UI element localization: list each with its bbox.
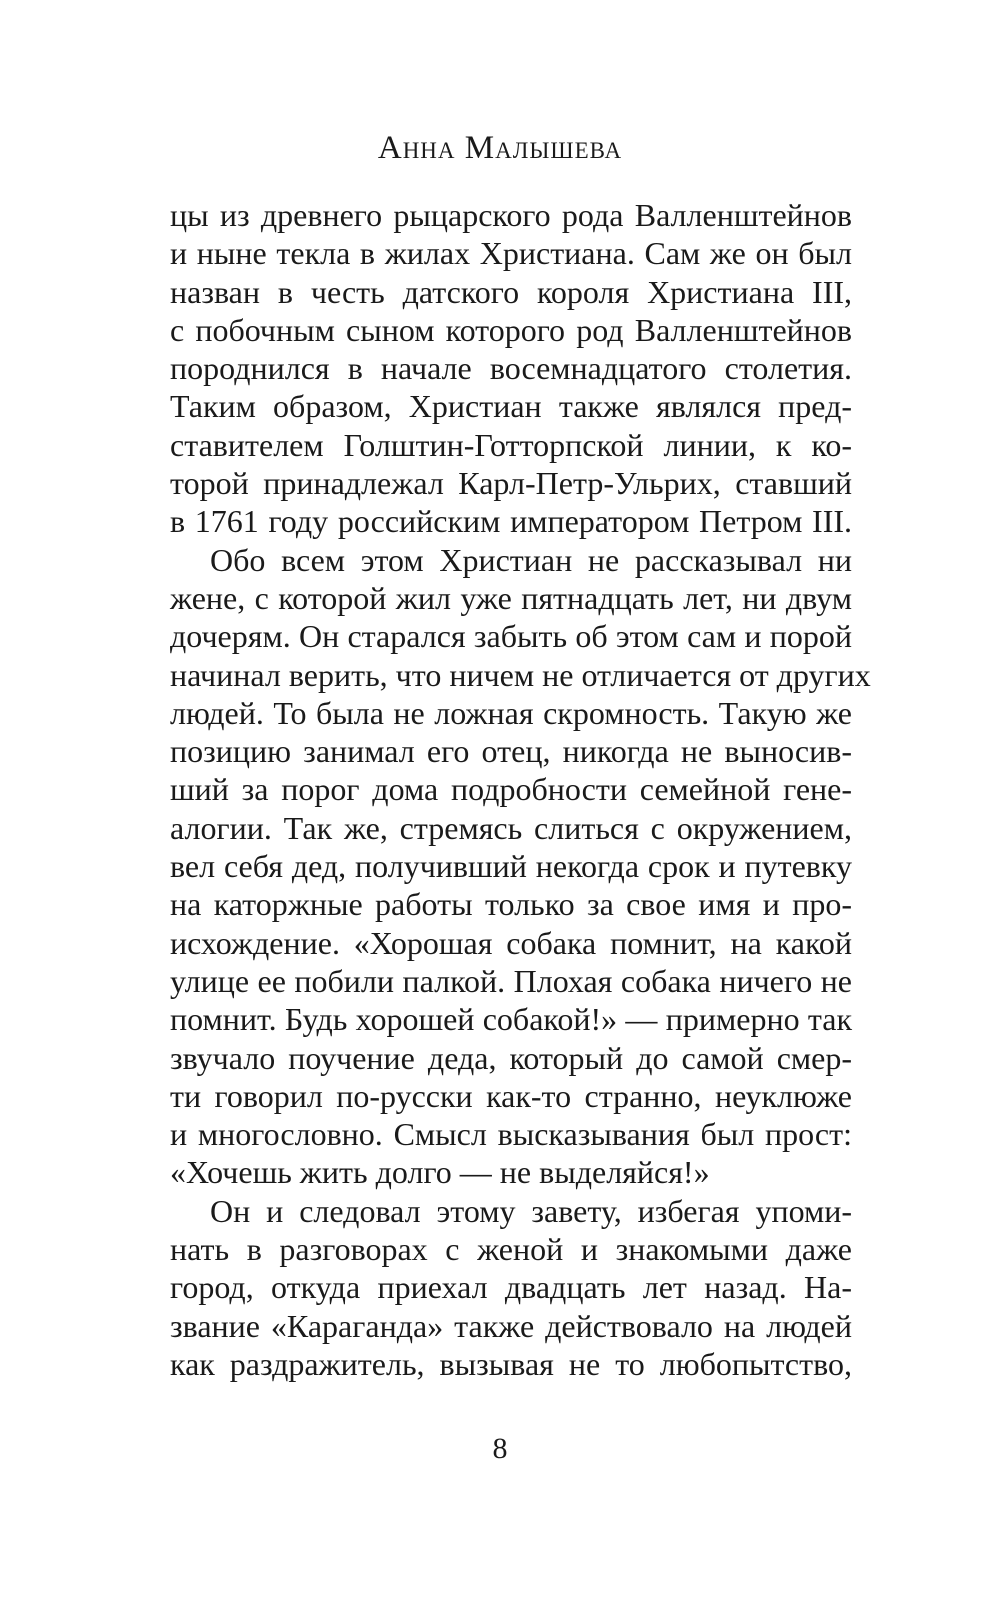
text-line: и ныне текла в жилах Христиана. Сам же он был xyxy=(170,235,852,272)
running-head-author: Анна Малышева xyxy=(377,130,623,166)
text-line: назван в честь датского короля Христиана III, xyxy=(170,273,852,310)
body-text xyxy=(170,196,871,1383)
paragraph xyxy=(170,1192,852,1383)
text-line: как раздражитель, вызывая не то любопытство, xyxy=(170,1345,852,1382)
text-line: нать в разговорах с женой и знакомыми даже xyxy=(170,1231,852,1268)
text-line: цы из древнего рыцарского рода Валленштейнов xyxy=(170,197,852,233)
paragraph xyxy=(170,541,871,1192)
text-line: «Хочешь жить долго — не выделяйся!» xyxy=(170,1154,710,1191)
text-line: дочерям. Он старался забыть об этом сам и порой xyxy=(170,618,852,655)
text-line: помнит. Будь хорошей собакой!» — примерно так xyxy=(170,1001,852,1038)
text-line: позицию занимал его отец, никогда не выносив- xyxy=(170,733,852,770)
text-line: исхождение. «Хорошая собака помнит, на какой xyxy=(170,924,852,961)
text-line: начинал верить, что ничем не отличается от других xyxy=(170,656,871,693)
text-line: Обо всем этом Христиан не рассказывал ни xyxy=(210,541,852,578)
text-line: в 1761 году российским императором Петром III. xyxy=(170,503,852,540)
text-line: звание «Караганда» также действовало на людей xyxy=(170,1307,852,1344)
paragraph xyxy=(170,196,852,541)
text-line: и многословно. Смысл высказывания был прост: xyxy=(170,1116,852,1153)
text-line: ти говорил по-русски как-то странно, неуклюже xyxy=(170,1077,852,1114)
text-line: людей. То была не ложная скромность. Такую же xyxy=(170,694,852,731)
text-line: ставителем Голштин-Готторпской линии, к ко- xyxy=(170,426,852,463)
text-line: ший за порог дома подробности семейной гене- xyxy=(170,771,852,808)
text-line: на каторжные работы только за свое имя и про- xyxy=(170,886,852,923)
text-line: улице ее побили палкой. Плохая собака ничего не xyxy=(170,962,852,999)
text-line: жене, с которой жил уже пятнадцать лет, ни двум xyxy=(170,579,852,616)
text-line: город, откуда приехал двадцать лет назад. На- xyxy=(170,1269,852,1306)
text-line: с побочным сыном которого род Валленштейнов xyxy=(170,311,852,348)
text-line: Таким образом, Христиан также являлся пред- xyxy=(170,388,852,425)
text-line: торой принадлежал Карл-Петр-Ульрих, ставший xyxy=(170,465,852,502)
text-line: породнился в начале восемнадцатого столетия. xyxy=(170,350,852,387)
text-line: звучало поучение деда, который до самой смер- xyxy=(170,1039,852,1076)
text-line: Он и следовал этому завету, избегая упоми- xyxy=(210,1192,852,1229)
page-number: 8 xyxy=(492,1432,508,1465)
text-line: алогии. Так же, стремясь слиться с окружением, xyxy=(170,809,852,846)
text-line: вел себя дед, получивший некогда срок и путевку xyxy=(170,848,852,885)
